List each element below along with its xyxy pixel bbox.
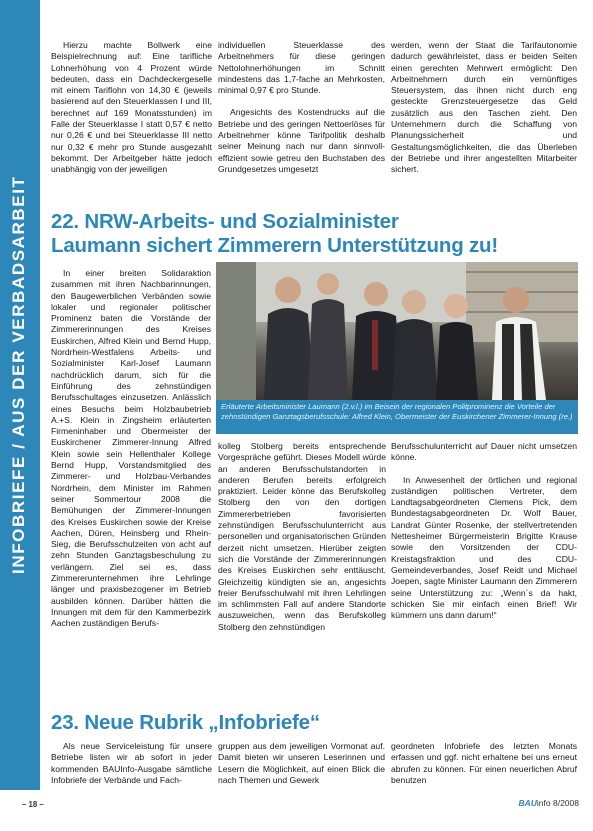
- photo-caption: Erläuterte Arbeitsminister Laumann (2.v.l.) im Beisein der regionalen Politprominenz die Vorteile der zehnstündigen Ganztagsberufsschule: Alfred Klein, Obermeister der Euskirchener Zimmerer-Innung (re.): [216, 400, 578, 434]
- section-22-headline-line-2: Laumann sichert Zimmerern Unterstützung zu!: [51, 234, 499, 257]
- footer-brand-issue: info 8/2008: [536, 798, 579, 808]
- footer-brand: [519, 798, 580, 808]
- bottom-col1-paragraph: Als neue Serviceleistung für unsere Betriebe listen wir ab sofort in jeder kommenden BAUInfo-Ausgabe sämtliche Infobriefe der Verbände und Fach-: [51, 741, 212, 785]
- event-photo-illustration: [216, 262, 578, 400]
- mid-col1-paragraph: In einer breiten Solidaraktion zusammen mit ihren Nachbarinnungen, den Baugewerblichen Verbänden sowie lokaler und regionaler politischer Prominenz baten die Vorstände der Zimmererinnungen des Kreises Euskirchen, Alfred Klein und Bernd Hupp, Nordrhein-Westfalens Arbeits- und Sozialminister Karl-Josef Laumann nachdrücklich darum, sich für die Einführung des zehnstündigen Berufsschultages einzusetzen. Anlässlich eines Besuchs beim Holzbaubetrieb A.+S. Klein in Zingsheim erläuterten Firmeninhaber und Obermeister der Euskirchener Zimmerer-Innung Alfred Klein sowie sein Hellenthaler Kollege Bernd Hupp, Vorstandsmitglied des Zimmerer- und Holzbau-Verbandes Nordrhein, dem Minister im Rahmen seiner Sommertour 2008 die Bemühungen der Zimmerer-Innungen des Kreises Euskirchen sowie der Kreise Aachen, Düren, Heinsberg und Rhein-Sieg, die Berufsschulzeiten von acht auf zehn Stunden Ganztagsbeschulung zu verlängern. Ziel sei es, dass Zimmererunternehmen ihre Lehrlinge länger und praxisbezogener im Betrieb ausbilden können. Darüber hätten die Innungen mit dem für den Kammerbezirk Aachen zuständigen Berufs-: [51, 268, 211, 629]
- top-col2-paragraph-2: Angesichts des Kostendrucks auf die Betriebe und des geringen Nettoerlöses für Arbeitnehmer könne Tarifpolitik deshalb seiner Meinung nach nur dann sinnvoll-effizient sowie getreu den Buchstaben des Grundgesetzes umgesetzt: [218, 107, 385, 174]
- mid-column-2: [218, 441, 386, 633]
- sidebar-label: INFOBRIEFE / AUS DER VERBADSARBEIT: [9, 175, 28, 574]
- mid-column-1: [51, 268, 211, 630]
- bottom-column-3: [391, 741, 577, 786]
- top-col1-paragraph: Hierzu machte Bollwerk eine Beispielrechnung auf: Eine tarifliche Lohnerhöhung von 4 Prozent würde bedeuten, dass ein Dachdeckergeselle mit einem Tariflohn von 14,30 € (jeweils basierend auf den Steuerklassen I und III, berechnet auf 169 Monatsstunden) im Falle der Steuerklasse I statt 0,57 € netto nur 0,26 € und bei Steuerklasse III netto nur 0,32 € mehr pro Stunde ausgezahlt bekommt. Der Arbeitgeber hätte jedoch unabhängig von der jeweiligen: [51, 40, 212, 175]
- mid-col3-paragraph-2: In Anwesenheit der örtlichen und regional zuständigen politischen Vertreter, dem Landtagsabgeordneten Clemens Pick, dem Bundestagsabgeordneten Dr. Wolf Bauer, Landrat Günter Rosenke, der stellvertretenden Nettesheimer Bürgermeisterin Brigitte Krause sowie den Vorsitzenden der CDU-Kreistagsfraktion und des CDU-Gemeindeverbandes, Josef Reidt und Michael Joepen, sagte Minister Laumann den Zimmerern seine Unterstützung zu: „Wenn´s da hakt, schicken Sie mir einfach einen Brief! Wir kümmern uns dann darum!“: [391, 474, 577, 621]
- section-22-headline-line-1: 22. NRW-Arbeits- und Sozialminister: [51, 210, 399, 233]
- bottom-column-1: [51, 741, 212, 786]
- footer-brand-logo: BAU: [518, 798, 537, 808]
- top-column-1: [51, 40, 212, 176]
- top-col2-paragraph-1: individuellen Steuerklasse des Arbeitnehmers für diese geringen Nettolohnerhöhungen im Schnitt mindestens das 1,7-fache an Mehrkosten, minimal 0,97 € pro Stunde.: [218, 40, 385, 96]
- section-22-headline: [51, 210, 581, 258]
- mid-col3-paragraph-1: Berufsschulunterricht auf Dauer nicht umsetzen könne.: [391, 441, 577, 463]
- sidebar-band: [0, 0, 40, 790]
- section-23-headline: 23. Neue Rubrik „Infobriefe“: [51, 711, 320, 734]
- event-photo: [216, 262, 578, 400]
- bottom-col2-paragraph: gruppen aus dem jeweiligen Vormonat auf. Damit bieten wir unseren Leserinnen und Lesern die Möglichkeit, auf einen Blick die nach Themen und Gewerk: [218, 741, 385, 785]
- top-col3-paragraph: werden, wenn der Staat die Tarifautonomie dadurch gewährleistet, dass er beiden Seiten einen gerechten Mehrwert ermöglicht: Den Arbeitnehmern durch ein vernünftiges Steuersystem, das ihnen nicht durch eng gesteckte Grenzsteuergesetze das Geld zusätzlich aus den Taschen zieht. Den Unternehmern durch die Schaffung von Planungssicherheit und Gestaltungsmöglichkeiten, die das Überleben der Betriebe und ihrer angestellten Mitarbeiter sichert.: [391, 40, 577, 175]
- top-column-3: [391, 40, 577, 176]
- page-number: – 18 –: [22, 800, 44, 809]
- bottom-col3-paragraph: geordneten Infobriefe des letzten Monats erfassen und ggf. nicht erhaltene bei uns erneut abrufen zu können. Für einen neuerlichen Abruf benutzen: [391, 741, 577, 785]
- top-column-2: [218, 40, 385, 175]
- mid-col2-paragraph: kolleg Stolberg bereits entsprechende Vorgespräche geführt. Dieses Modell würde an anderen Berufsschulstandorten in anderen Berufen bereits erfolgreich praktiziert. Leider könne das Berufskolleg Stolberg den von den dortigen Zimmererbetrieben favorisierten zehnstündigen Berufsschulunterricht aus personellen und organisatorischen Gründen derzeit nicht umsetzen. Hierüber zeigten sich die Vorstände der Zimmererinnungen des Kreises Euskirchen sehr enttäuscht. Gleichzeitig kündigten sie an, angesichts freier Berufsschulwahl mit ihren Lehrlingen im schlimmsten Fall auf andere Standorte auszuweichen, wenn das Berufskolleg Stolberg den zehnstündigen: [218, 441, 386, 632]
- mid-column-3: [391, 441, 577, 621]
- bottom-column-2: [218, 741, 385, 786]
